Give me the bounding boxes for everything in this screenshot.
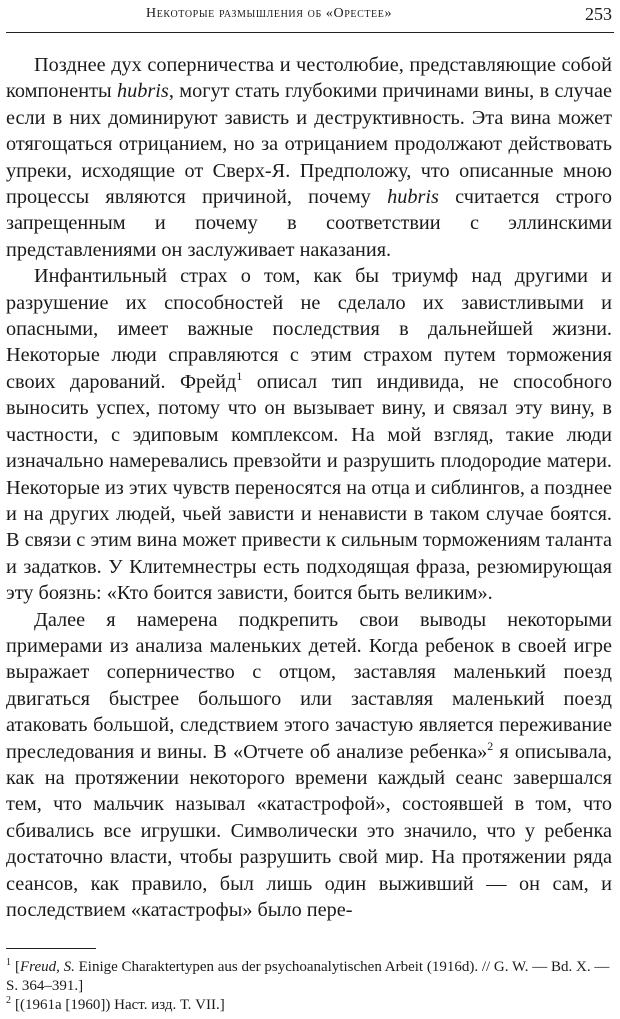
- running-head: [6, 2, 614, 33]
- text-run: Далее я намерена подкрепить свои выводы некоторыми примерами из анализа маленьких детей. Когда ребенок в своей игре выражает соперничество с отцом, заставляя маленький поезд двигаться быстрее большого или заставляя маленький поезд атаковать большой, следствием этого зачастую является переживание преследования и вины. В «Отчете об анализе ребенка»: [6, 608, 612, 763]
- footnote-marker: 1: [6, 957, 11, 968]
- footnote-divider: [6, 948, 96, 949]
- text-run: я описывала, как на протяжении некоторого времени каждый сеанс завершался тем, что мальчик называл «катастрофой», состоявшей в том, что сбивались все игрушки. Символически это значило, что у ребенка достаточно власти, чтобы разрушить свой мир. На протяжении ряда сеансов, как правило, был лишь один выживший — он сам, и последствием «катастрофы» было пере-: [6, 740, 612, 921]
- italic-term: hubris: [116, 80, 169, 103]
- italic-term: Freud, S.: [20, 959, 75, 975]
- paragraph: [6, 263, 612, 606]
- footnote-marker: 2: [6, 995, 11, 1006]
- footnote-reference: 1: [236, 369, 243, 384]
- footnote-reference: 2: [487, 738, 494, 753]
- text-run: Инфантильный страх о том, как бы триумф над другими и разрушение их способностей не сделало их завистливыми и опасными, имеет важные последствия в дальнейшей жизни. Некоторые люди справляются с этим страхом путем торможения своих дарований. Фрейд: [6, 265, 612, 393]
- page-number: 253: [585, 4, 612, 24]
- text-run: Einige Charaktertypen aus der psychoanalytischen Arbeit (1916d). // G. W. — Bd. X. — S. 364–391.]: [6, 959, 610, 994]
- paragraph: [6, 607, 612, 924]
- footnote: [6, 996, 612, 1015]
- footnotes: [6, 958, 612, 1015]
- footnote: [6, 958, 612, 996]
- text-run: [(1961a [1960]) Наст. изд. Т. VII.]: [15, 997, 225, 1013]
- running-title: Некоторые размышления об «Орестее»: [146, 6, 393, 21]
- text-run: считается строго запрещенным и почему в соответствии с эллинскими представлениями он заслуживает наказания.: [6, 186, 612, 261]
- paragraph: [6, 52, 612, 263]
- text-run: [: [15, 959, 20, 975]
- text-run: , могут стать глубокими причинами вины, в случае если в них доминируют зависть и деструктивность. Эта вина может отягощаться отрицанием, но за отрицанием продолжают действовать упреки, исходящие от Сверх-Я. Предположу, что описанные мною процессы являются причиной, почему: [6, 80, 612, 209]
- text-run: описал тип индивида, не способного выносить успех, потому что он вызывает вину, и связал эту вину, в частности, с эдиповым комплексом. На мой взгляд, такие люди изначально намеревались превзойти и разрушить плодородие матери. Некоторые из этих чувств переносятся на отца и сиблингов, а позднее и на других людей, чьей зависти и ненависти в таком случае боятся. В связи с этим вина может привести к сильным торможениям таланта и задатков. У Клитемнестры есть подходящая фраза, резюмирующая эту боязнь: «Кто боится зависти, боится быть великим».: [6, 370, 612, 605]
- body-text: [6, 52, 612, 923]
- italic-term: hubris: [387, 186, 439, 209]
- text-run: Позднее дух соперничества и честолюбие, представляющие собой компоненты: [6, 54, 612, 103]
